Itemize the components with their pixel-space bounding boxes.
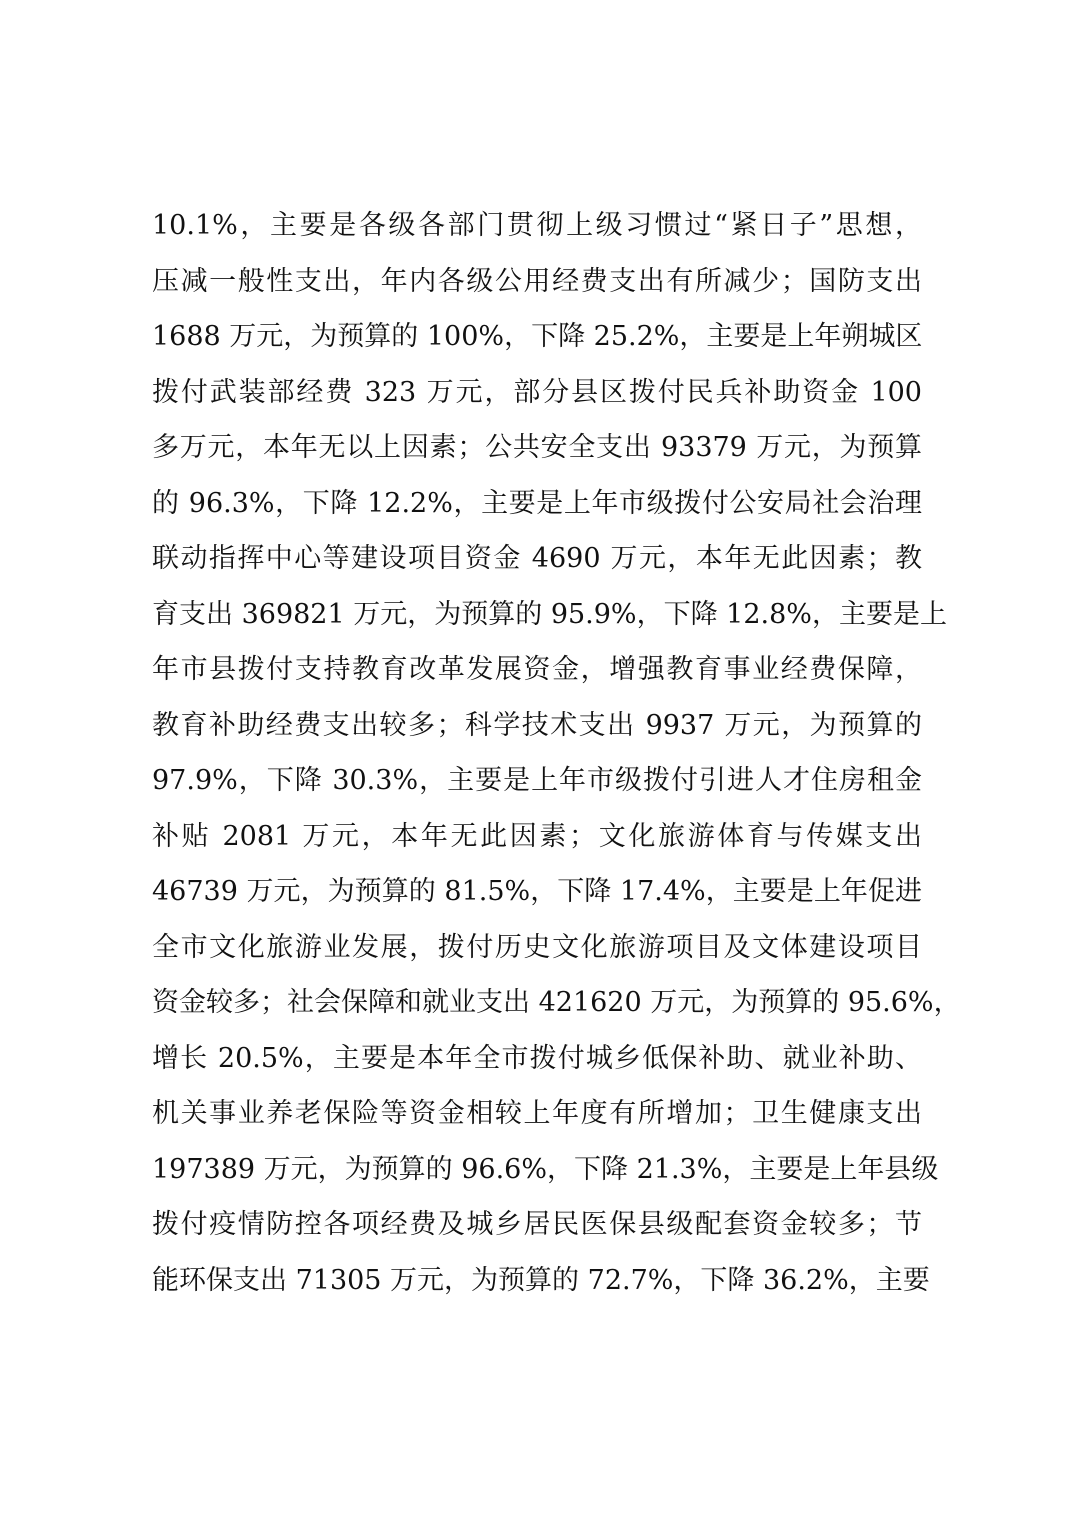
text-line: 资金较多；社会保障和就业支出 421620 万元，为预算的 95.6%， [152,987,961,1018]
text-line: 97.9%，下降 30.3%，主要是上年市级拨付引进人才住房租金 [152,765,922,796]
text-line: 46739 万元，为预算的 81.5%，下降 17.4%，主要是上年促进 [152,876,922,907]
text-line: 年市县拨付支持教育改革发展资金，增强教育事业经费保障， [152,654,922,685]
text-line: 拨付疫情防控各项经费及城乡居民医保县级配套资金较多；节 [152,1209,922,1240]
text-line: 教育补助经费支出较多；科学技术支出 9937 万元，为预算的 [152,709,922,741]
text-line: 能环保支出 71305 万元，为预算的 72.7%，下降 36.2%，主要 [152,1264,930,1296]
text-line: 增长 20.5%，主要是本年全市拨付城乡低保补助、就业补助、 [152,1042,922,1074]
text-line: 补贴 2081 万元，本年无此因素；文化旅游体育与传媒支出 [152,820,922,852]
text-line: 育支出 369821 万元，为预算的 95.9%，下降 12.8%，主要是上 [152,598,947,630]
text-line: 10.1%，主要是各级各部门贯彻上级习惯过“紧日子”思想， [152,210,922,241]
text-line: 全市文化旅游业发展，拨付历史文化旅游项目及文体建设项目 [152,931,922,963]
text-line: 拨付武装部经费 323 万元，部分县区拨付民兵补助资金 100 [152,376,922,408]
text-line: 197389 万元，为预算的 96.6%，下降 21.3%，主要是上年县级 [152,1153,939,1185]
text-line: 联动指挥中心等建设项目资金 4690 万元，本年无此因素；教 [152,543,922,574]
text-line: 多万元，本年无以上因素；公共安全支出 93379 万元，为预算 [152,432,922,463]
text-line: 机关事业养老保险等资金相较上年度有所增加；卫生健康支出 [152,1098,922,1129]
text-line: 的 96.3%，下降 12.2%，主要是上年市级拨付公安局社会治理 [152,487,922,519]
text-line: 压减一般性支出，年内各级公用经费支出有所减少；国防支出 [152,265,922,297]
body-text [152,198,961,1308]
text-line: 1688 万元，为预算的 100%，下降 25.2%，主要是上年朔城区 [152,321,923,352]
